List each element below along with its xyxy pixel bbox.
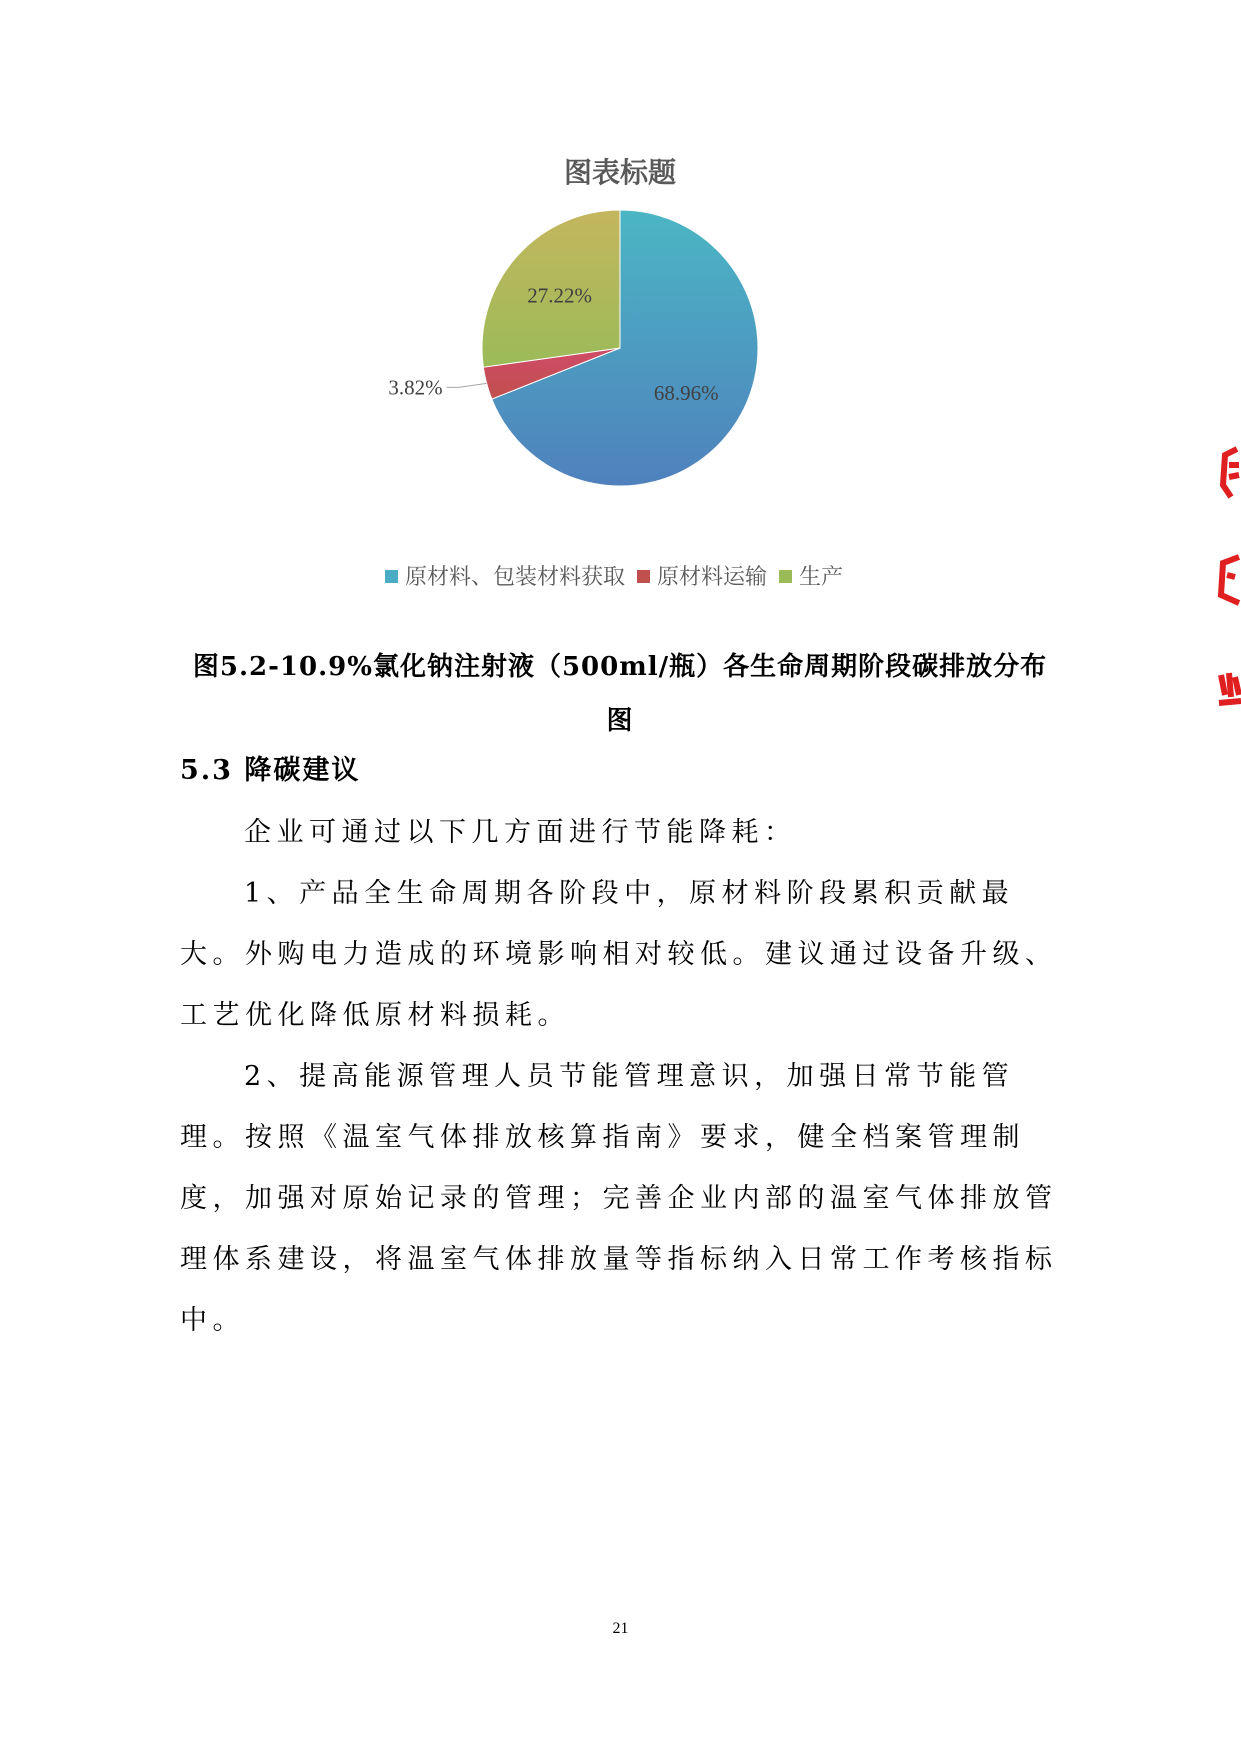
intro-paragraph: 企业可通过以下几方面进行节能降耗： (244, 817, 797, 848)
legend-label: 原材料运输 (657, 565, 768, 590)
legend-swatch (385, 570, 398, 583)
legend-swatch (637, 570, 650, 583)
legend-label: 生产 (799, 565, 844, 590)
legend-swatch (779, 570, 792, 583)
chart-legend (385, 565, 843, 590)
figure-caption-continuation: 图 (606, 706, 634, 736)
legend-label: 原材料、包装材料获取 (405, 565, 626, 590)
pie-chart (330, 140, 910, 610)
chart-title: 图表标题 (563, 156, 677, 189)
page-number: 21 (612, 1620, 629, 1637)
pie-value-label: 68.96% (653, 380, 719, 405)
pie-value-label: 27.22% (527, 283, 592, 308)
section-heading: 5.3 降碳建议 (180, 755, 361, 786)
pie-value-label: 3.82% (388, 375, 443, 400)
recommendation-item-1: 1、产品全生命周期各阶段中，原材料阶段累积贡献最大。外购电力造成的环境影响相对较低。建议通过设备升级、工艺优化降低原材料损耗。 (180, 878, 1058, 1031)
figure-caption: 图5.2-10.9%氯化钠注射液（500ml/瓶）各生命周期阶段碳排放分布 (192, 652, 1048, 682)
red-stamp-fragment (1215, 445, 1241, 710)
leader-line (447, 383, 487, 387)
recommendation-item-2: 2、提高能源管理人员节能管理意识，加强日常节能管理。按照《温室气体排放核算指南》要求，健全档案管理制度，加强对原始记录的管理；完善企业内部的温室气体排放管理体系建设，将温室气体排放量等指标纳入日常工作考核指标中。 (180, 1061, 1058, 1336)
